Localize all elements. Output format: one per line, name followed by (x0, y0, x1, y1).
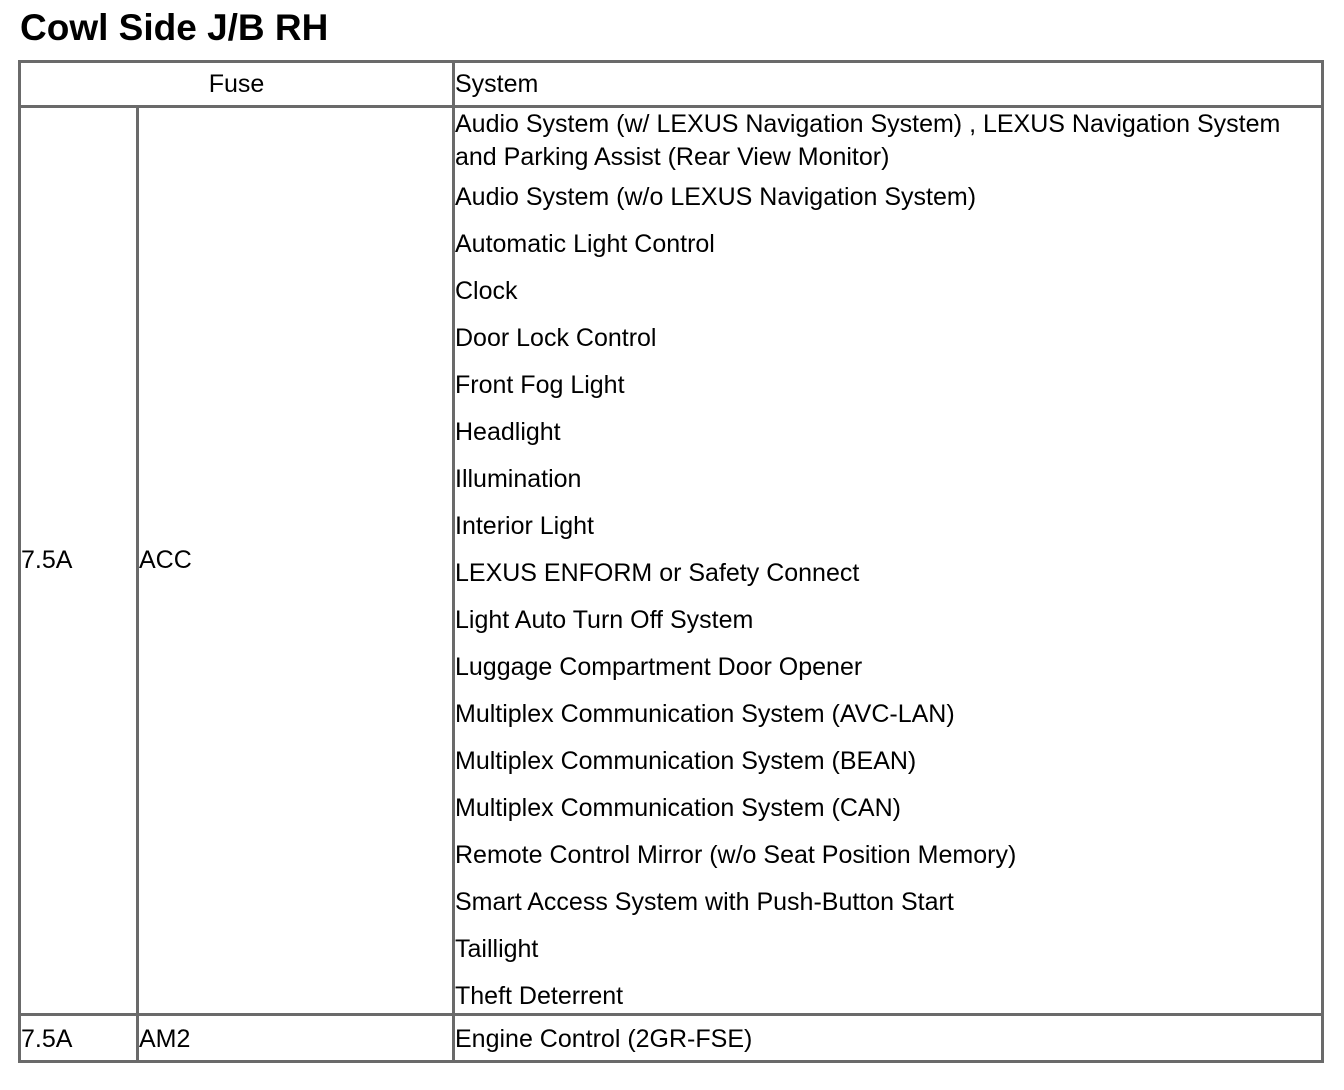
table-row (20, 107, 1323, 1015)
system-item: Illumination (455, 465, 582, 493)
system-item: Smart Access System with Push-Button Start (455, 888, 954, 916)
table-header-row (20, 62, 1323, 107)
system-item: Luggage Compartment Door Opener (455, 653, 863, 681)
system-item: Audio System (w/ LEXUS Navigation System) , LEXUS Navigation System and Parking Assist (Rear View Monitor) (455, 110, 1281, 171)
system-item: Multiplex Communication System (CAN) (455, 794, 901, 822)
system-item: Multiplex Communication System (AVC-LAN) (455, 700, 955, 728)
system-item: Taillight (455, 935, 539, 963)
table-row (20, 1015, 1323, 1062)
system-item: Automatic Light Control (455, 230, 715, 258)
system-column-header: System (454, 62, 1323, 107)
system-item: Headlight (455, 418, 561, 446)
system-item: Remote Control Mirror (w/o Seat Position Memory) (455, 841, 1017, 869)
fuse-column-header: Fuse (20, 62, 454, 107)
system-item: Interior Light (455, 512, 594, 540)
system-item: Front Fog Light (455, 371, 625, 399)
fuse-amperage: 7.5A (20, 1015, 138, 1062)
system-item: LEXUS ENFORM or Safety Connect (455, 559, 860, 587)
system-list (454, 1015, 1323, 1062)
system-item: Door Lock Control (455, 324, 657, 352)
page-title: Cowl Side J/B RH (20, 7, 329, 48)
fuse-name: AM2 (138, 1015, 454, 1062)
system-list (454, 107, 1323, 1015)
fuse-amperage: 7.5A (20, 107, 138, 1015)
fuse-name: ACC (138, 107, 454, 1015)
system-item: Light Auto Turn Off System (455, 606, 754, 634)
system-item: Audio System (w/o LEXUS Navigation System) (455, 183, 977, 211)
system-item: Engine Control (2GR-FSE) (455, 1024, 753, 1053)
fuse-table (18, 60, 1324, 1063)
system-item: Multiplex Communication System (BEAN) (455, 747, 917, 775)
system-item: Theft Deterrent (455, 982, 624, 1010)
system-item: Clock (455, 277, 518, 305)
